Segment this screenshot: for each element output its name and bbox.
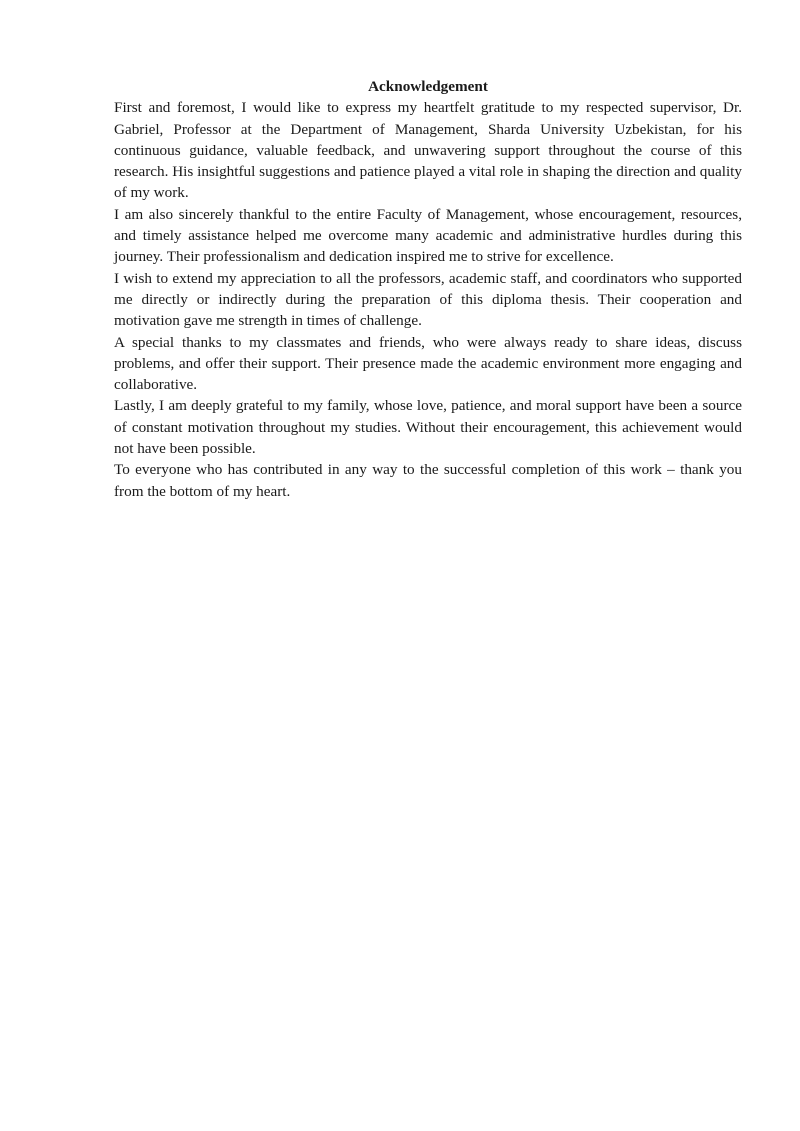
page-title: Acknowledgement	[368, 78, 488, 95]
paragraph-faculty: I am also sincerely thankful to the entire Faculty of Management, whose encouragement, resources, and timely assistance helped me overcome many academic and administrative hurdles during this journey. Their professionalism and dedication inspired me to strive for excellence.	[114, 205, 742, 266]
paragraph-family: Lastly, I am deeply grateful to my family, whose love, patience, and moral support have been a source of constant motivation throughout my studies. Without their encouragement, this achievement would not have been possible.	[114, 397, 742, 458]
paragraph-closing: To everyone who has contributed in any way to the successful completion of this work – thank you from the bottom of my heart.	[114, 461, 742, 500]
paragraph-supervisor: First and foremost, I would like to express my heartfelt gratitude to my respected supervisor, Dr. Gabriel, Professor at the Department of Management, Sharda University Uzbekistan, for his continuous guidance, valuable feedback, and unwavering support throughout the course of this research. His insightful suggestions and patience played a vital role in shaping the direction and quality of my work.	[114, 99, 742, 202]
paragraph-professors: I wish to extend my appreciation to all the professors, academic staff, and coordinators who supported me directly or indirectly during the preparation of this diploma thesis. Their cooperation and motivation gave me strength in times of challenge.	[114, 269, 742, 330]
document-body	[114, 76, 742, 502]
paragraph-classmates: A special thanks to my classmates and friends, who were always ready to share ideas, discuss problems, and offer their support. Their presence made the academic environment more engaging and collaborative.	[114, 333, 742, 394]
